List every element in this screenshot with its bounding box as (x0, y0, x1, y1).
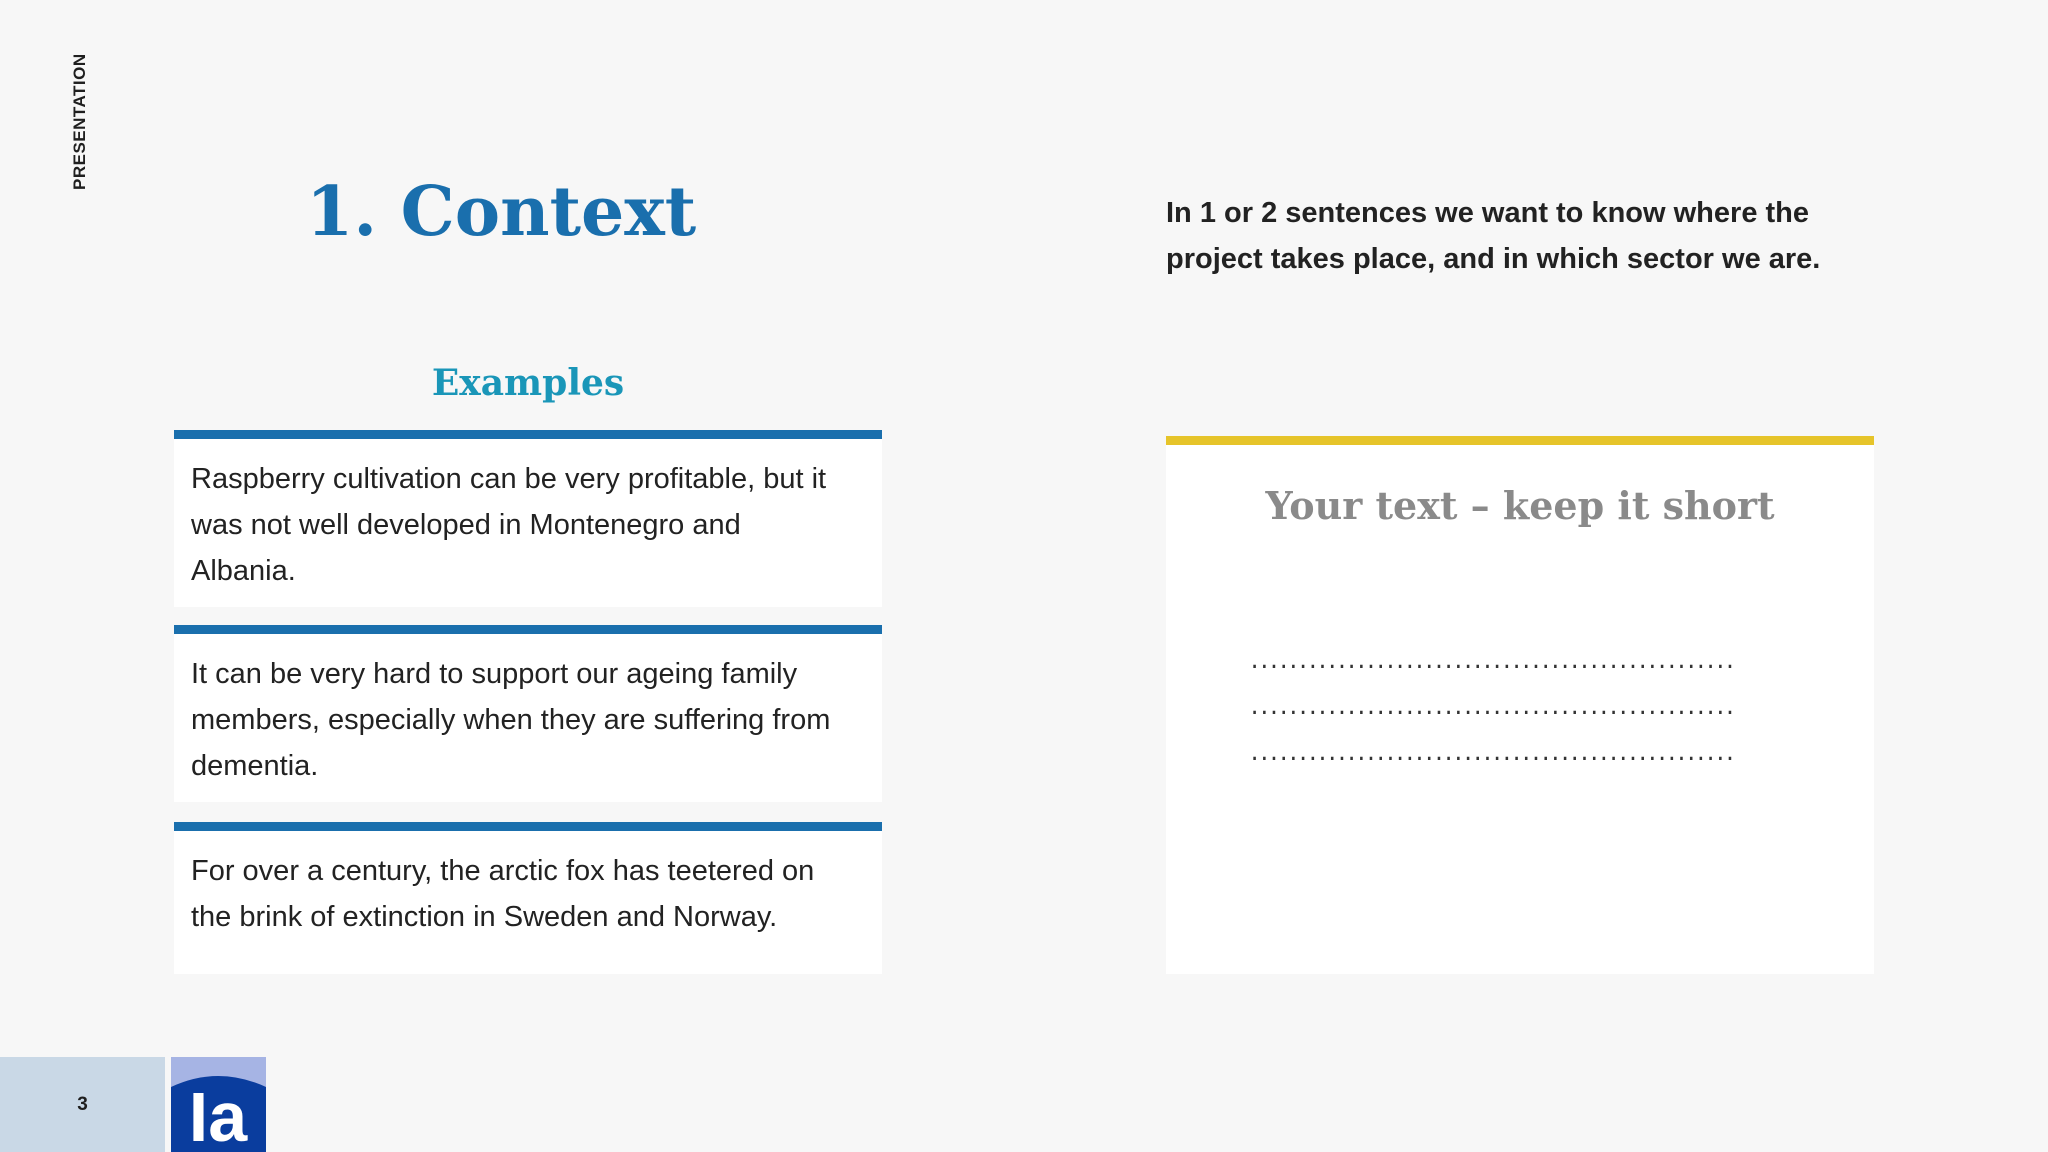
example-text-2: It can be very hard to support our ageing family members, especially when they are suffering from dementia. (191, 658, 831, 782)
example-card-3 (174, 822, 882, 974)
instruction-text: In 1 or 2 sentences we want to know where the project takes place, and in which sector we are. (1166, 197, 1821, 275)
dotted-line-2: .................................................. (1248, 696, 1734, 721)
slide-title: 1. Context (306, 172, 697, 252)
dotted-lines (1248, 640, 1768, 778)
example-text-1: Raspberry cultivation can be very profitable, but it was not well developed in Montenegro and Albania. (191, 463, 827, 587)
side-section-label: PRESENTATION (70, 53, 89, 190)
example-card-1 (174, 430, 882, 607)
dotted-line-1: .................................................. (1248, 650, 1734, 675)
text-box-title: Your text – keep it short (1265, 483, 1775, 528)
ia-logo-icon (171, 1057, 266, 1152)
example-card-2 (174, 625, 882, 802)
example-text-3: For over a century, the arctic fox has teetered on the brink of extinction in Sweden and Norway. (191, 855, 815, 933)
page-number-box (0, 1057, 165, 1152)
logo-text: Ia (188, 1078, 248, 1152)
dotted-line-3: .................................................. (1248, 742, 1734, 767)
text-input-box[interactable] (1166, 436, 1874, 974)
examples-heading: Examples (431, 362, 625, 404)
page-number: 3 (77, 1093, 88, 1115)
